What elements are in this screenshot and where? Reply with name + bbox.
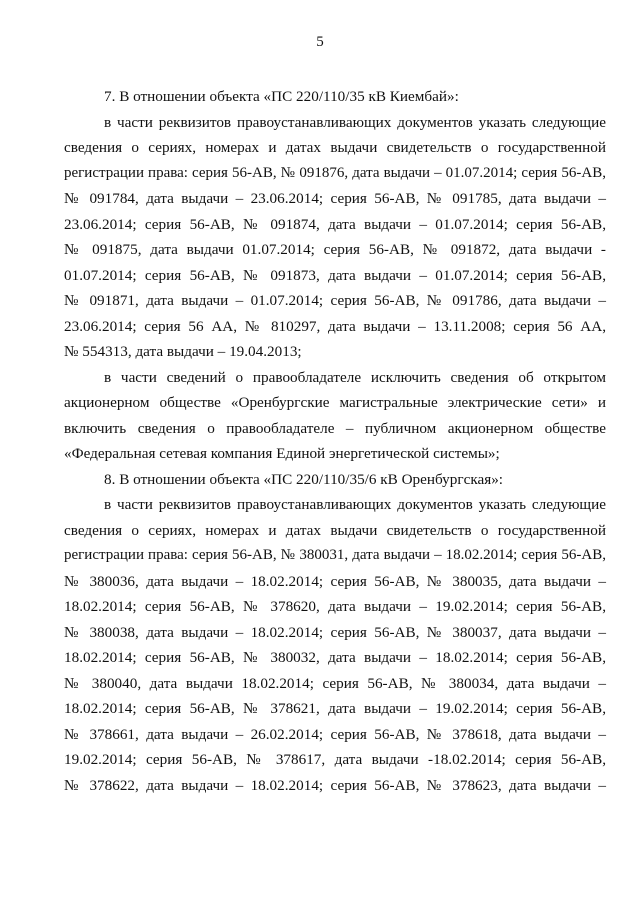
- text-line: 19.02.2014; серия 56-АВ, № 378617, дата выдачи -18.02.2014; серия 56-АВ,: [64, 751, 606, 768]
- text-line: № 554313, дата выдачи – 19.04.2013;: [64, 343, 302, 360]
- text-line: 18.02.2014; серия 56-АВ, № 378620, дата выдачи – 19.02.2014; серия 56-АВ,: [64, 598, 606, 615]
- text-line: № 380038, дата выдачи – 18.02.2014; серия 56-АВ, № 380037, дата выдачи –: [64, 623, 606, 641]
- text-line: № 380040, дата выдачи 18.02.2014; серия 56-АВ, № 380034, дата выдачи –: [64, 674, 606, 692]
- document-body: [64, 84, 606, 798]
- text-line: № 091875, дата выдачи 01.07.2014; серия 56-АВ, № 091872, дата выдачи -: [64, 241, 606, 258]
- text-line: 7. В отношении объекта «ПС 220/110/35 кВ Киембай»:: [104, 88, 459, 105]
- page-number: 5: [316, 34, 324, 50]
- text-line: № 378622, дата выдачи – 18.02.2014; серия 56-АВ, № 378623, дата выдачи –: [64, 776, 606, 794]
- text-line: «Федеральная сетевая компания Единой энергетической системы»;: [64, 445, 500, 462]
- text-line: в части реквизитов правоустанавливающих документов указать следующие: [104, 496, 606, 513]
- text-line: № 380036, дата выдачи – 18.02.2014; серия 56-АВ, № 380035, дата выдачи –: [64, 572, 606, 590]
- text-line: № 091871, дата выдачи – 01.07.2014; серия 56-АВ, № 091786, дата выдачи –: [64, 292, 606, 309]
- text-line: 8. В отношении объекта «ПС 220/110/35/6 кВ Оренбургская»:: [104, 470, 504, 488]
- text-line: акционерном обществе «Оренбургские магистральные электрические сети» и: [64, 394, 606, 411]
- text-line: № 091784, дата выдачи – 23.06.2014; серия 56-АВ, № 091785, дата выдачи –: [64, 190, 606, 207]
- text-line: в части сведений о правообладателе исключить сведения об открытом: [104, 368, 606, 386]
- text-line: 23.06.2014; серия 56 АА, № 810297, дата выдачи – 13.11.2008; серия 56 АА,: [64, 317, 606, 335]
- text-line: 01.07.2014; серия 56-АВ, № 091873, дата выдачи – 01.07.2014; серия 56-АВ,: [64, 266, 606, 284]
- text-line: 18.02.2014; серия 56-АВ, № 378621, дата выдачи – 19.02.2014; серия 56-АВ,: [64, 700, 606, 717]
- text-line: включить сведения о правообладателе – публичном акционерном обществе: [64, 419, 606, 437]
- text-line: № 378661, дата выдачи – 26.02.2014; серия 56-АВ, № 378618, дата выдачи –: [64, 725, 606, 743]
- text-line: 18.02.2014; серия 56-АВ, № 380032, дата выдачи – 18.02.2014; серия 56-АВ,: [64, 649, 606, 666]
- text-line: регистрации права: серия 56-АВ, № 091876, дата выдачи – 01.07.2014; серия 56-АВ,: [64, 164, 606, 181]
- text-line: регистрации права: серия 56-АВ, № 380031, дата выдачи – 18.02.2014; серия 56-АВ,: [64, 547, 606, 563]
- text-line: сведения о сериях, номерах и датах выдачи свидетельств о государственной: [64, 521, 606, 539]
- text-line: в части реквизитов правоустанавливающих документов указать следующие: [104, 113, 606, 131]
- text-line: 23.06.2014; серия 56-АВ, № 091874, дата выдачи – 01.07.2014; серия 56-АВ,: [64, 215, 606, 233]
- text-line: сведения о сериях, номерах и датах выдачи свидетельств о государственной: [64, 139, 606, 156]
